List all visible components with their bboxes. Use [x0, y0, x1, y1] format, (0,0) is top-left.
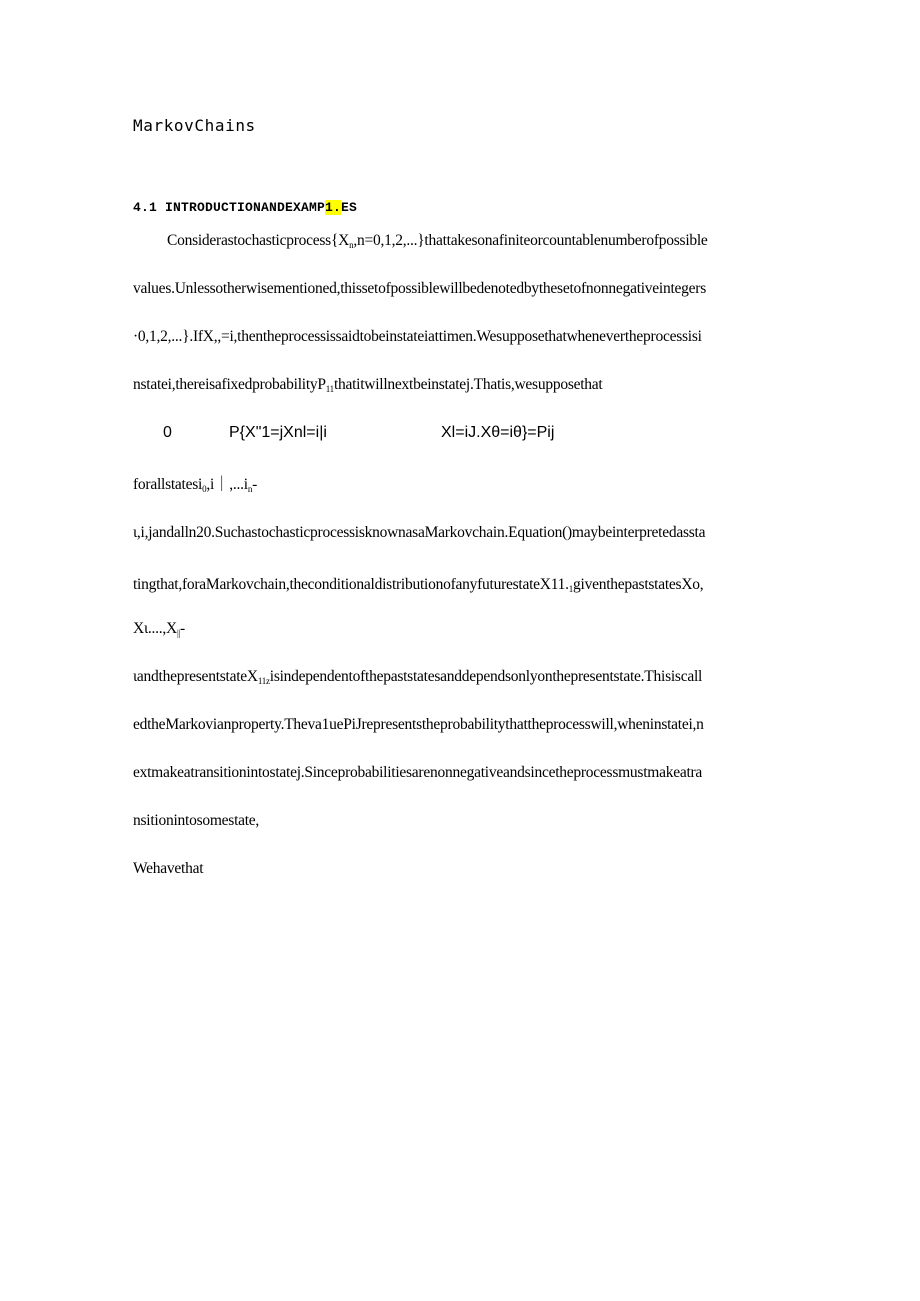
text-run: ιandthepresentstateX: [133, 668, 258, 685]
equation-number: 0: [163, 424, 172, 441]
paragraph2-line6: edtheMarkovianproperty.Theva1uePiJrepresentstheprobabilitythattheprocesswill,wheninstatei,n: [133, 716, 704, 733]
text-run: Xι....,X: [133, 620, 177, 637]
subscript: ||: [176, 628, 181, 638]
paragraph1-line2: values.Unlessotherwisementioned,thissetofpossiblewillbedenotedbythesetofnonnegativeintegers: [133, 280, 707, 297]
paragraph2-line2: ι,i,jandalln20.SuchastochasticprocessisknownasaMarkovchain.Equation()maybeinterpretedassta: [133, 524, 706, 541]
text-run: Considerastochasticprocess{X: [167, 232, 350, 249]
paragraph2-line9: Wehavethat: [133, 860, 204, 877]
text-run: forallstatesi: [133, 476, 203, 493]
text-run: tingthat,foraMarkovchain,theconditionaldistributionofanyfuturestateX11.: [133, 576, 569, 593]
paragraph2-line5: [133, 668, 702, 686]
text-run: -: [252, 476, 257, 493]
subscript: 11z: [257, 676, 270, 686]
paragraph1-line4: [133, 376, 603, 394]
paragraph1-line3: ·0,1,2,...}.IfX,,=i,thentheprocessissaidtobeinstateiattimen.Wesupposethatwhenevertheprocessisi: [133, 328, 702, 345]
text-run: ,n=0,1,2,...}thattakesonafiniteorcountablenumberofpossible: [353, 232, 708, 249]
text-run: isindependentofthepaststatesanddependsonlyonthepresentstate.Thisiscall: [269, 668, 703, 685]
paragraph2-line8: nsitionintosomestate,: [133, 812, 260, 829]
paragraph2-line4: [133, 620, 185, 638]
paragraph2-line7: extmakeatransitionintostatej.Sinceprobabilitiesarenonnegativeandsincetheprocessmustmakeatra: [133, 764, 703, 781]
section-heading-tail: ES: [341, 200, 358, 215]
equation-right: Xl=iJ.Xθ=iθ}=Pij: [441, 424, 555, 441]
text-run: giventhepaststatesXo,: [573, 576, 704, 593]
text-run: -: [180, 620, 185, 637]
subscript: n: [349, 240, 354, 250]
subscript: n: [247, 484, 253, 494]
subscript: 11: [325, 384, 334, 394]
text-run: ,i｜,...i: [206, 476, 248, 493]
page-title: MarkovChains: [133, 116, 256, 135]
text-run: nstatei,thereisafixedprobabilityP: [133, 376, 326, 393]
equation-left: P{X"1=jXnl=i|i: [229, 424, 327, 441]
paragraph2-line1: [133, 472, 257, 494]
section-heading: [133, 200, 357, 215]
highlighted-text: 1.: [325, 200, 342, 215]
section-heading-text: 4.1 INTRODUCTIONANDEXAMP: [133, 200, 326, 215]
paragraph1-line1: [167, 232, 708, 250]
paragraph2-line3: [133, 576, 703, 594]
subscript: 1: [568, 584, 574, 594]
subscript: 0: [202, 484, 207, 494]
text-run: thatitwillnextbeinstatej.Thatis,wesupposethat: [333, 376, 603, 393]
